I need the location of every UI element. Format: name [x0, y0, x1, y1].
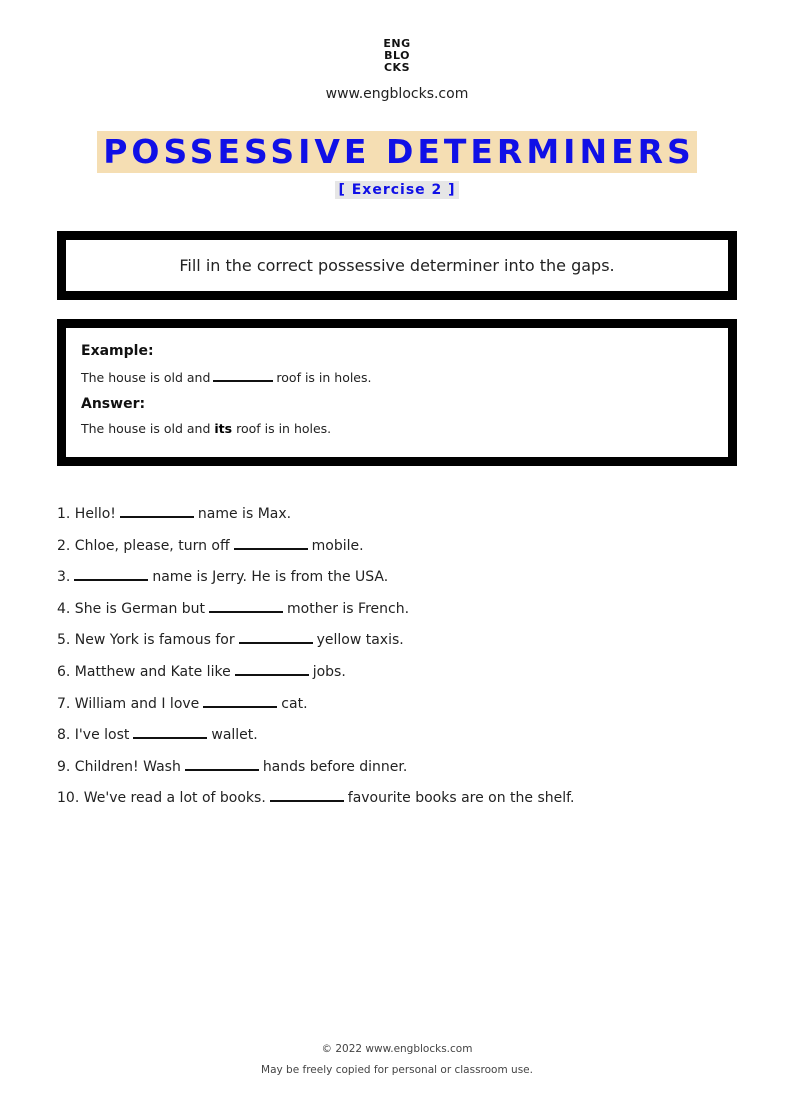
list-item: [57, 786, 757, 818]
answer-word: its: [214, 421, 233, 436]
list-item: [57, 660, 757, 692]
item-text: wallet.: [211, 727, 258, 744]
item-text: 2. Chloe, please, turn off: [57, 537, 230, 554]
item-text: mother is French.: [287, 600, 410, 617]
list-item: [57, 692, 757, 724]
item-text: favourite books are on the shelf.: [347, 790, 575, 807]
worksheet-title: POSSESSIVE DETERMINERS: [97, 131, 697, 173]
answer-before: The house is old and: [81, 421, 211, 436]
example-after: roof is in holes.: [276, 370, 372, 385]
site-url[interactable]: www.engblocks.com: [325, 86, 469, 102]
list-item: [57, 628, 757, 660]
answer-after: roof is in holes.: [236, 421, 332, 436]
answer-blank[interactable]: [203, 692, 277, 708]
item-text: name is Max.: [197, 506, 292, 522]
answer-blank[interactable]: [235, 660, 309, 676]
engblocks-logo: [0, 38, 794, 74]
answer-blank[interactable]: [74, 565, 148, 581]
example-box: [57, 319, 737, 466]
example-heading: Example:: [81, 343, 154, 359]
item-text: name is Jerry. He is from the USA.: [152, 569, 389, 586]
item-text: 5. New York is famous for: [57, 632, 235, 649]
item-text: 10. We've read a lot of books.: [57, 790, 266, 807]
item-text: 8. I've lost: [57, 727, 130, 744]
item-text: 6. Matthew and Kate like: [57, 663, 231, 680]
answer-blank[interactable]: [234, 534, 308, 550]
answer-sentence: [81, 421, 713, 437]
item-text: hands before dinner.: [262, 758, 408, 775]
item-text: 7. William and I love: [57, 695, 200, 712]
logo-line: BLO: [384, 49, 410, 62]
answer-blank[interactable]: [270, 786, 344, 802]
footer-note: May be freely copied for personal or classroom use.: [261, 1064, 533, 1076]
item-text: cat.: [281, 695, 308, 712]
answer-blank[interactable]: [185, 755, 259, 771]
example-gap: [213, 368, 273, 382]
answer-blank[interactable]: [209, 597, 283, 613]
item-text: 3.: [57, 569, 71, 586]
item-text: yellow taxis.: [316, 632, 404, 649]
list-item: [57, 597, 757, 629]
list-item: [57, 565, 757, 597]
answer-blank[interactable]: [133, 723, 207, 739]
list-item: [57, 755, 757, 787]
item-text: mobile.: [311, 537, 364, 554]
item-text: 1. Hello!: [57, 506, 116, 522]
answer-heading: Answer:: [81, 396, 146, 412]
item-text: 9. Children! Wash: [57, 758, 181, 775]
logo-line: ENG: [383, 37, 411, 50]
exercise-subtitle: [ Exercise 2 ]: [335, 181, 458, 199]
item-text: 4. She is German but: [57, 600, 206, 617]
list-item: [57, 723, 757, 755]
example-sentence: [81, 368, 713, 386]
answer-blank[interactable]: [239, 628, 313, 644]
list-item: [57, 502, 757, 534]
footer-copyright: © 2022 www.engblocks.com: [321, 1043, 473, 1055]
instruction-box: [57, 231, 737, 300]
logo-line: CKS: [383, 61, 411, 74]
answer-blank[interactable]: [120, 502, 194, 518]
item-text: jobs.: [312, 663, 346, 680]
instruction-text: Fill in the correct possessive determiner into the gaps.: [179, 256, 615, 275]
list-item: [57, 534, 757, 566]
exercise-list: [57, 502, 757, 818]
example-before: The house is old and: [81, 370, 211, 385]
